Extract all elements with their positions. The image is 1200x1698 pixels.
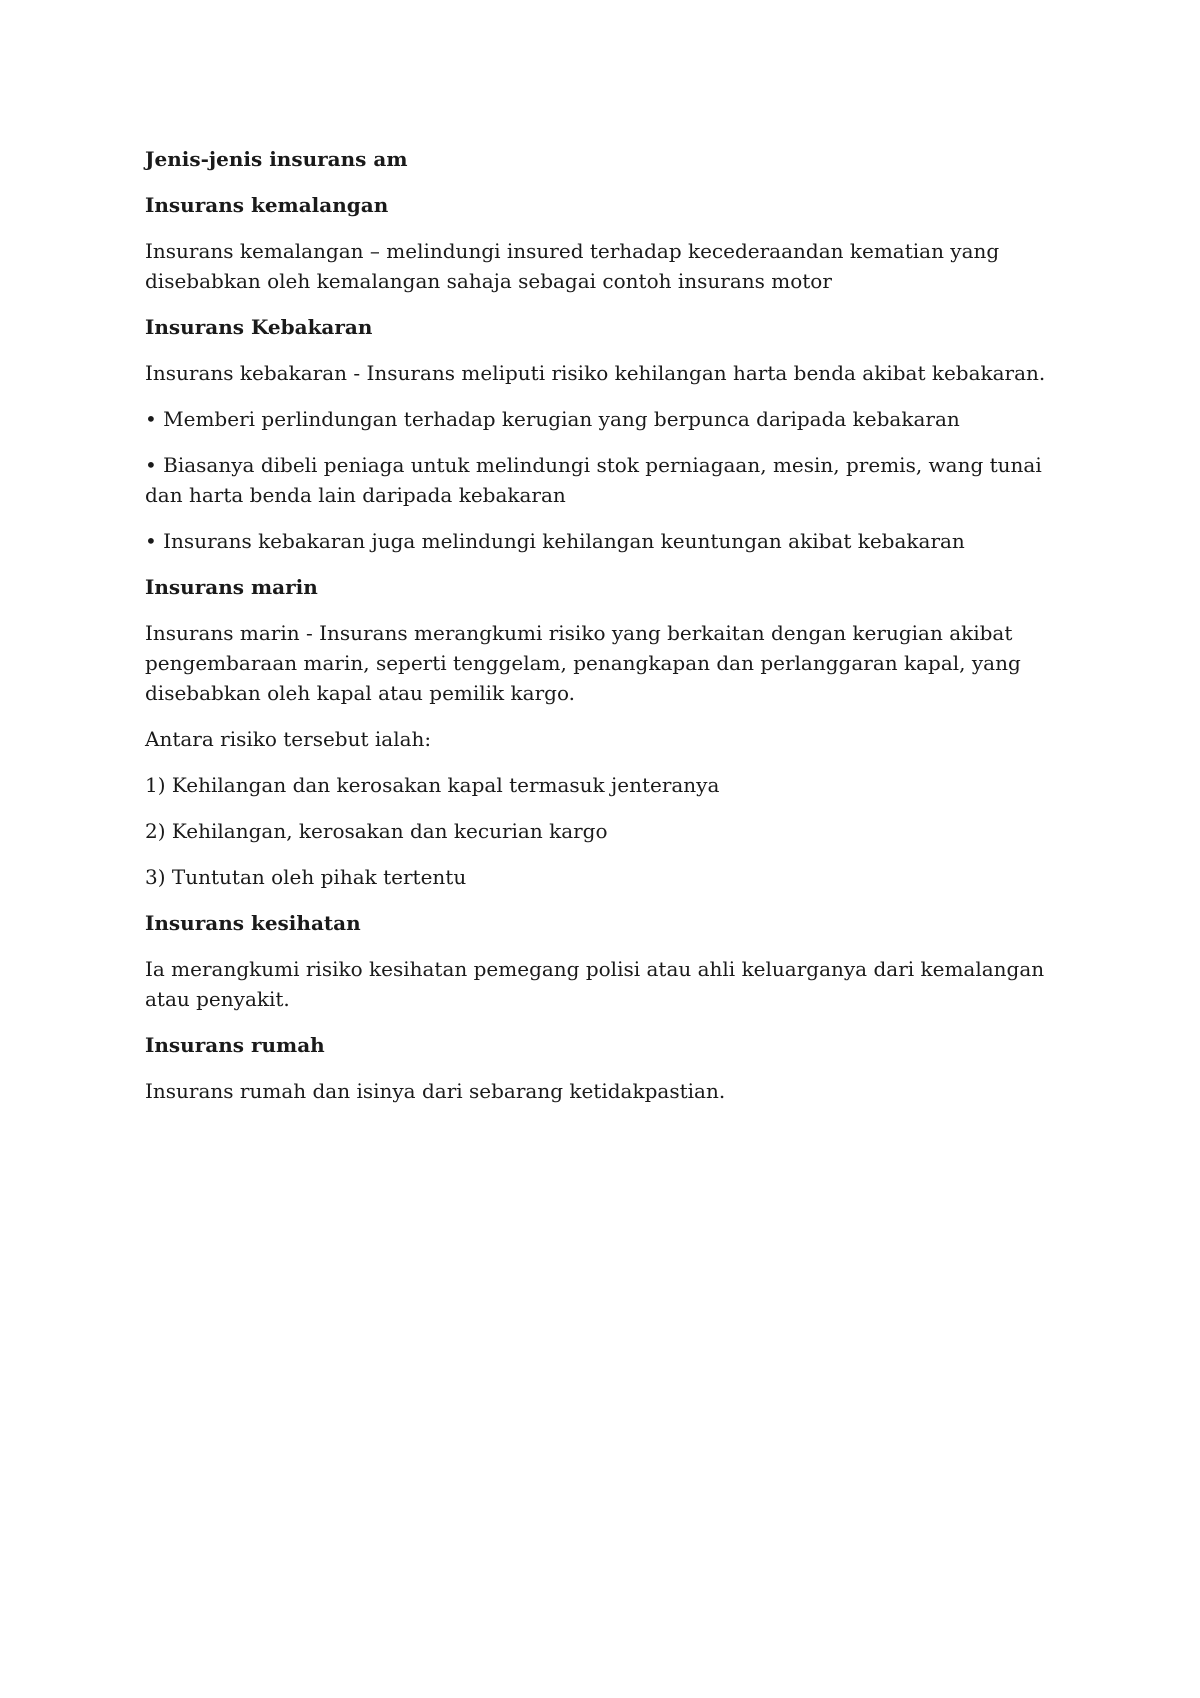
list-item-marin-1: 1) Kehilangan dan kerosakan kapal termasuk jenteranya xyxy=(145,773,720,797)
bullet-kebakaran-2: • Biasanya dibeli peniaga untuk melindungi stok perniagaan, mesin, premis, wang tunai dan harta benda lain daripada kebakaran xyxy=(145,453,1042,507)
bullet-kebakaran-3: • Insurans kebakaran juga melindungi kehilangan keuntungan akibat kebakaran xyxy=(145,529,965,553)
paragraph-marin: Insurans marin - Insurans merangkumi risiko yang berkaitan dengan kerugian akibat pengembaraan marin, seperti tenggelam, penangkapan dan perlanggaran kapal, yang disebabkan oleh kapal atau pemilik kargo. xyxy=(145,621,1021,705)
heading-kebakaran: Insurans Kebakaran xyxy=(145,315,373,339)
heading-rumah: Insurans rumah xyxy=(145,1033,325,1057)
document-title: Jenis-jenis insurans am xyxy=(145,147,408,171)
heading-kesihatan: Insurans kesihatan xyxy=(145,911,361,935)
paragraph-rumah: Insurans rumah dan isinya dari sebarang ketidakpastian. xyxy=(145,1079,726,1103)
list-item-marin-2: 2) Kehilangan, kerosakan dan kecurian kargo xyxy=(145,819,608,843)
paragraph-marin-risks-intro: Antara risiko tersebut ialah: xyxy=(145,727,432,751)
paragraph-kebakaran: Insurans kebakaran - Insurans meliputi risiko kehilangan harta benda akibat kebakaran. xyxy=(145,361,1046,385)
bullet-kebakaran-1: • Memberi perlindungan terhadap kerugian yang berpunca daripada kebakaran xyxy=(145,407,960,431)
heading-marin: Insurans marin xyxy=(145,575,318,599)
document-body xyxy=(145,144,1065,1122)
list-item-marin-3: 3) Tuntutan oleh pihak tertentu xyxy=(145,865,467,889)
paragraph-kemalangan: Insurans kemalangan – melindungi insured terhadap kecederaandan kematian yang disebabkan oleh kemalangan sahaja sebagai contoh insurans motor xyxy=(145,239,1000,293)
paragraph-kesihatan: Ia merangkumi risiko kesihatan pemegang polisi atau ahli keluarganya dari kemalangan atau penyakit. xyxy=(145,957,1045,1011)
heading-kemalangan: Insurans kemalangan xyxy=(145,193,389,217)
